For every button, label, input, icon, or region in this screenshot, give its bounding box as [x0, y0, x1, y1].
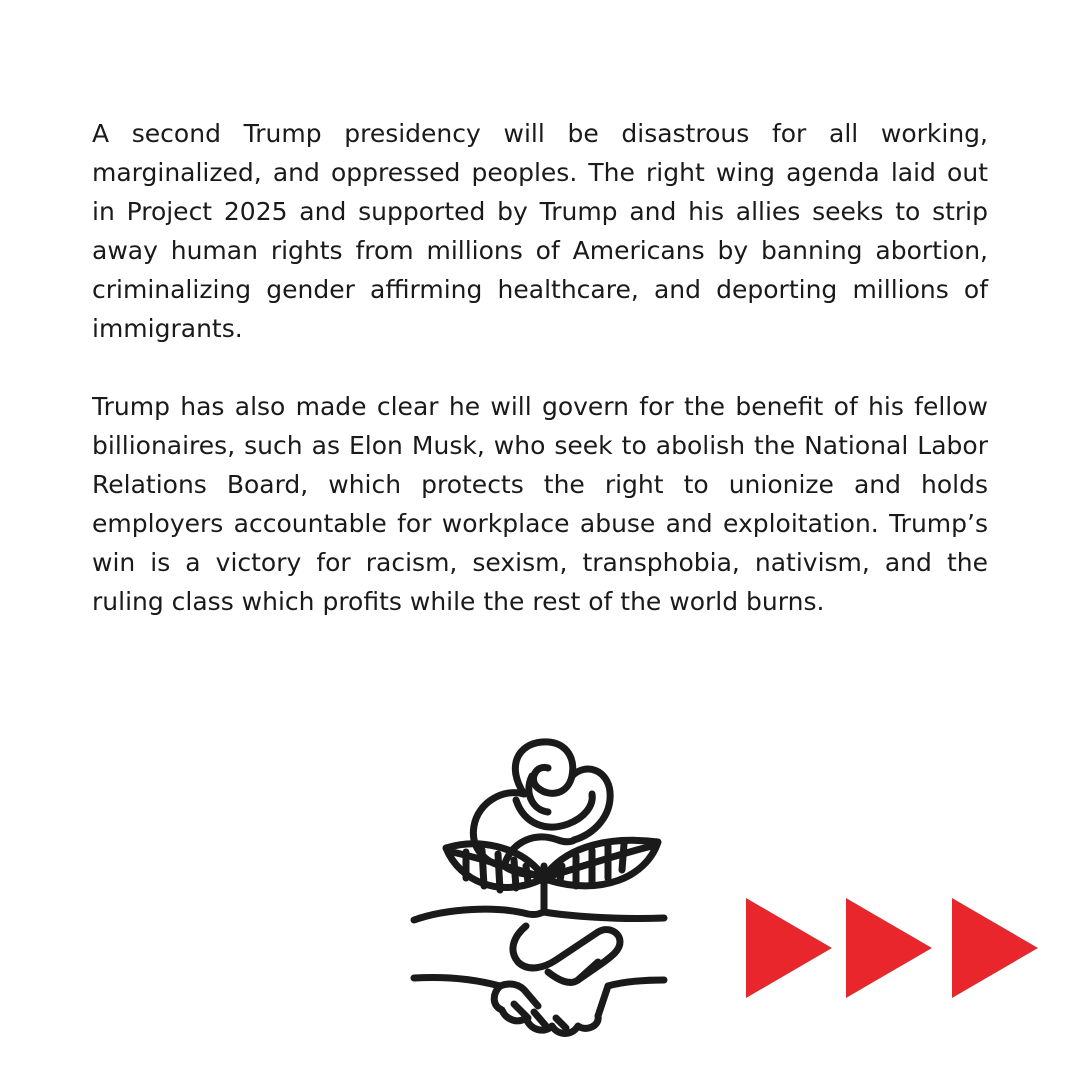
paragraph-2: Trump has also made clear he will govern for the benefit of his fellow billionaires, such as Elon Musk, who seek to abolish the National Labor Relations Board, which protects the right to unionize and holds employers accountable for workplace abuse and exploitation. Trump’s win is a victory for racism, sexism, transphobia, nativism, and the ruling class which profits while the rest of the world burns.	[92, 392, 988, 616]
arrow-right-icon	[746, 898, 832, 998]
paragraph-1: A second Trump presidency will be disastrous for all working, marginalized, and oppressed peoples. The right wing agenda laid out in Project 2025 and supported by Trump and his allies seeks to strip away human rights from millions of Americans by banning abortion, criminalizing gender affirming healthcare, and deporting millions of immigrants.	[92, 119, 988, 343]
arrow-right-icon	[846, 898, 932, 998]
arrow-right-icon	[952, 898, 1038, 998]
rose-and-handshake-icon	[408, 736, 670, 1052]
triple-arrow-right-icon	[746, 898, 1038, 998]
body-text	[92, 114, 988, 621]
